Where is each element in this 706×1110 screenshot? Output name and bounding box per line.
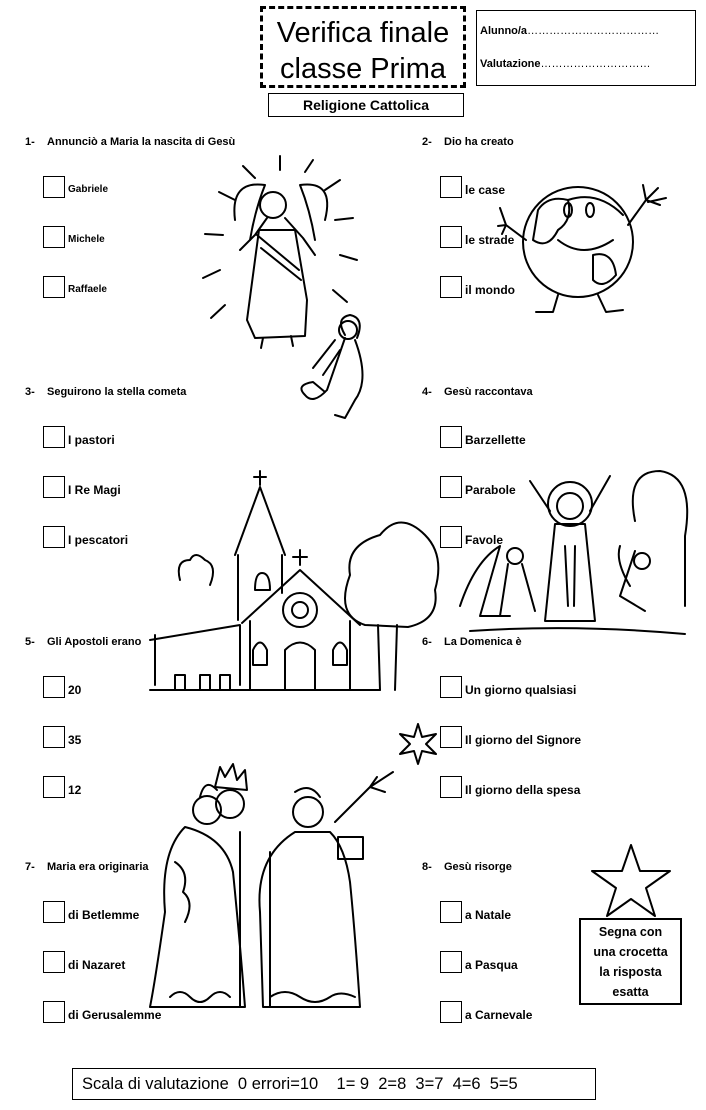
answer-checkbox[interactable] xyxy=(43,276,65,298)
instruction-line: Segna con xyxy=(598,925,663,939)
question-7 xyxy=(25,861,161,1023)
question-8 xyxy=(422,861,532,1023)
answer-label: di Gerusalemme xyxy=(68,1008,162,1022)
question-5 xyxy=(25,636,141,798)
answer-checkbox[interactable] xyxy=(440,426,462,448)
question-number: 6- xyxy=(422,636,432,648)
instruction-line: una crocetta xyxy=(593,945,668,959)
smiling-earth-illustration xyxy=(498,160,683,325)
answer-option[interactable] xyxy=(440,423,533,448)
question-4 xyxy=(422,386,533,548)
answer-checkbox[interactable] xyxy=(440,726,462,748)
answer-label: Il giorno del Signore xyxy=(465,733,582,747)
answer-label: Michele xyxy=(68,234,105,245)
answer-label: Il giorno della spesa xyxy=(465,783,581,797)
subject-label: Religione Cattolica xyxy=(268,93,464,117)
answer-label: di Nazaret xyxy=(68,958,126,972)
question-text: Annunciò a Maria la nascita di Gesù xyxy=(47,136,236,148)
answer-label: di Betlemme xyxy=(68,908,140,922)
answer-checkbox[interactable] xyxy=(43,1001,65,1023)
student-name-field[interactable]: ……………………………… xyxy=(527,25,660,37)
answer-label: I pastori xyxy=(68,433,115,447)
answer-option[interactable] xyxy=(43,998,161,1023)
answer-checkbox[interactable] xyxy=(440,951,462,973)
answer-option[interactable] xyxy=(440,898,532,923)
answer-option[interactable] xyxy=(43,898,161,923)
answer-label: Raffaele xyxy=(68,284,107,295)
answer-label: il mondo xyxy=(465,283,515,297)
answer-option[interactable] xyxy=(440,723,581,748)
answer-checkbox[interactable] xyxy=(43,226,65,248)
answer-checkbox[interactable] xyxy=(43,426,65,448)
grade-label: Valutazione xyxy=(480,58,541,70)
answer-checkbox[interactable] xyxy=(43,476,65,498)
answer-checkbox[interactable] xyxy=(440,901,462,923)
answer-checkbox[interactable] xyxy=(43,901,65,923)
answer-label: a Carnevale xyxy=(465,1008,533,1022)
question-text: Gli Apostoli erano xyxy=(47,636,142,648)
answer-option[interactable] xyxy=(440,673,581,698)
question-text: Gesù risorge xyxy=(444,861,512,873)
answer-option[interactable] xyxy=(440,273,515,298)
answer-label: le strade xyxy=(465,233,515,247)
title-line-2: classe Prima xyxy=(280,53,446,85)
question-number: 3- xyxy=(25,386,35,398)
answer-label: I pescatori xyxy=(68,533,129,547)
answer-option[interactable] xyxy=(43,423,186,448)
answer-option[interactable] xyxy=(440,223,515,248)
student-label: Alunno/a xyxy=(480,25,528,37)
answer-checkbox[interactable] xyxy=(440,276,462,298)
grade-field[interactable]: ………………………… xyxy=(540,58,651,70)
big-star-illustration xyxy=(590,843,672,918)
question-number: 7- xyxy=(25,861,35,873)
answer-checkbox[interactable] xyxy=(43,176,65,198)
answer-label: I Re Magi xyxy=(68,483,121,497)
title-box xyxy=(260,6,466,88)
question-number: 8- xyxy=(422,861,432,873)
question-text: Dio ha creato xyxy=(444,136,514,148)
answer-checkbox[interactable] xyxy=(440,676,462,698)
answer-label: 20 xyxy=(68,683,82,697)
question-number: 2- xyxy=(422,136,432,148)
question-number: 5- xyxy=(25,636,35,648)
grading-scale: Scala di valutazione 0 errori=10 1= 9 2=8 3=7 4=6 5=5 xyxy=(72,1068,596,1100)
answer-label: Un giorno qualsiasi xyxy=(465,683,577,697)
answer-checkbox[interactable] xyxy=(440,526,462,548)
answer-option[interactable] xyxy=(43,273,235,298)
answer-option[interactable] xyxy=(43,773,141,798)
question-text: Gesù raccontava xyxy=(444,386,533,398)
answer-option[interactable] xyxy=(43,473,186,498)
answer-label: a Pasqua xyxy=(465,958,518,972)
instruction-line: la risposta xyxy=(599,965,662,979)
answer-checkbox[interactable] xyxy=(440,776,462,798)
question-text: Maria era originaria xyxy=(47,861,149,873)
answer-checkbox[interactable] xyxy=(440,476,462,498)
answer-option[interactable] xyxy=(440,773,581,798)
question-number: 4- xyxy=(422,386,432,398)
answer-option[interactable] xyxy=(43,223,235,248)
question-2 xyxy=(422,136,515,298)
question-text: La Domenica è xyxy=(444,636,522,648)
church-with-tree-illustration xyxy=(150,475,435,705)
answer-option[interactable] xyxy=(440,473,533,498)
question-text: Seguirono la stella cometa xyxy=(47,386,187,398)
answer-checkbox[interactable] xyxy=(440,1001,462,1023)
answer-label: a Natale xyxy=(465,908,512,922)
answer-option[interactable] xyxy=(43,673,141,698)
answer-label: 35 xyxy=(68,733,82,747)
answer-checkbox[interactable] xyxy=(440,226,462,248)
answer-checkbox[interactable] xyxy=(440,176,462,198)
question-3 xyxy=(25,386,186,548)
answer-label: Favole xyxy=(465,533,504,547)
question-1 xyxy=(25,136,235,298)
answer-checkbox[interactable] xyxy=(43,676,65,698)
answer-option[interactable] xyxy=(43,948,161,973)
answer-label: Gabriele xyxy=(68,184,109,195)
answer-option[interactable] xyxy=(440,173,515,198)
answer-checkbox[interactable] xyxy=(43,526,65,548)
student-info-box xyxy=(476,10,696,86)
three-magi-illustration xyxy=(145,762,400,1017)
answer-label: Barzellette xyxy=(465,433,526,447)
title-line-1: Verifica finale xyxy=(276,17,450,49)
answer-checkbox[interactable] xyxy=(43,726,65,748)
answer-label: le case xyxy=(465,183,506,197)
answer-checkbox[interactable] xyxy=(43,951,65,973)
answer-option[interactable] xyxy=(43,173,235,198)
answer-label: Parabole xyxy=(465,483,516,497)
instruction-line: esatta xyxy=(612,985,649,999)
answer-option[interactable] xyxy=(440,948,532,973)
answer-option[interactable] xyxy=(440,998,532,1023)
answer-option[interactable] xyxy=(43,723,141,748)
instruction-box xyxy=(579,918,682,1005)
answer-option[interactable] xyxy=(440,523,533,548)
answer-checkbox[interactable] xyxy=(43,776,65,798)
answer-option[interactable] xyxy=(43,523,186,548)
question-6 xyxy=(422,636,581,798)
question-number: 1- xyxy=(25,136,35,148)
answer-label: 12 xyxy=(68,783,82,797)
